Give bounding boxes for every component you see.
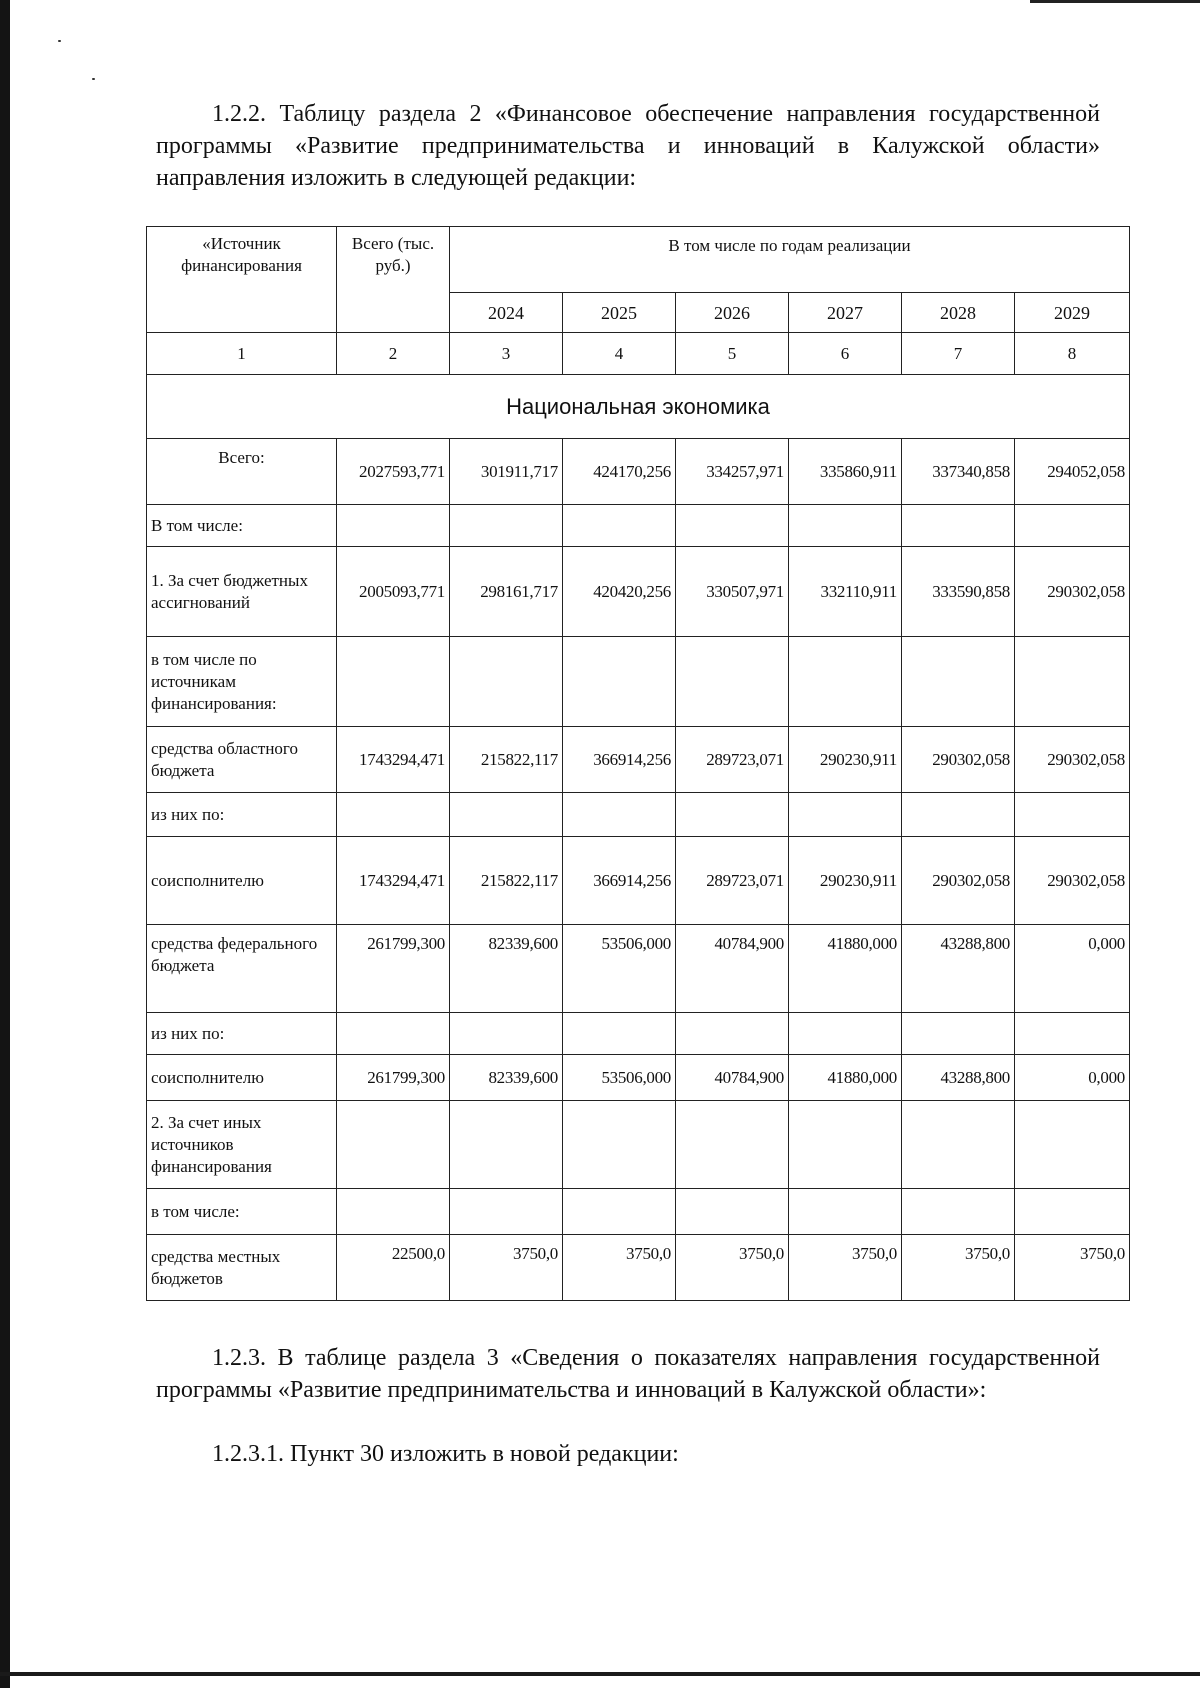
paragraph-text: таблице раздела 3 «Сведения о показателях направления государственной программы «Развитие предпринимательства и инноваций в Калужской области»: bbox=[156, 1345, 1101, 1403]
row-label: средства местных бюджетов bbox=[147, 1235, 337, 1301]
value-cell bbox=[789, 505, 902, 547]
value-cell: 41880,000 bbox=[789, 925, 902, 1013]
table-row bbox=[147, 1189, 1130, 1235]
value-cell: 41880,000 bbox=[789, 1055, 902, 1101]
value-cell: 22500,0 bbox=[337, 1235, 450, 1301]
value-cell bbox=[563, 1101, 676, 1189]
paragraph-1-2-2 bbox=[156, 98, 1100, 194]
value-cell bbox=[676, 1013, 789, 1055]
value-cell: 215822,117 bbox=[450, 727, 563, 793]
scan-left-border bbox=[0, 0, 10, 1688]
row-label: 2. За счет иных источников финансирования bbox=[147, 1101, 337, 1189]
value-cell: 3750,0 bbox=[789, 1235, 902, 1301]
value-cell: 215822,117 bbox=[450, 837, 563, 925]
value-cell: 337340,858 bbox=[902, 439, 1015, 505]
value-cell bbox=[789, 1013, 902, 1055]
value-cell bbox=[1015, 1013, 1130, 1055]
paragraph-1-2-3-1: 1.2.3.1. Пункт 30 изложить в новой редакции: bbox=[212, 1441, 679, 1467]
value-cell: 290302,058 bbox=[1015, 727, 1130, 793]
scan-speck bbox=[58, 40, 61, 42]
value-cell bbox=[450, 1013, 563, 1055]
value-cell: 3750,0 bbox=[450, 1235, 563, 1301]
value-cell bbox=[676, 505, 789, 547]
value-cell: 82339,600 bbox=[450, 925, 563, 1013]
value-cell: 53506,000 bbox=[563, 925, 676, 1013]
scan-speck bbox=[92, 78, 95, 80]
row-label: средства областного бюджета bbox=[147, 727, 337, 793]
value-cell: 82339,600 bbox=[450, 1055, 563, 1101]
column-number: 4 bbox=[563, 333, 676, 375]
paragraph-number: 1.2.3. В bbox=[212, 1345, 294, 1371]
paragraph-1-2-3 bbox=[156, 1342, 1100, 1406]
value-cell bbox=[789, 1189, 902, 1235]
value-cell bbox=[563, 1189, 676, 1235]
value-cell: 43288,800 bbox=[902, 1055, 1015, 1101]
value-cell bbox=[1015, 1101, 1130, 1189]
financing-table bbox=[146, 226, 1130, 1301]
value-cell bbox=[337, 1013, 450, 1055]
value-cell: 332110,911 bbox=[789, 547, 902, 637]
value-cell bbox=[1015, 505, 1130, 547]
value-cell: 298161,717 bbox=[450, 547, 563, 637]
value-cell bbox=[902, 637, 1015, 727]
year-cell: 2028 bbox=[902, 293, 1015, 333]
value-cell: 53506,000 bbox=[563, 1055, 676, 1101]
value-cell: 335860,911 bbox=[789, 439, 902, 505]
value-cell: 290302,058 bbox=[1015, 837, 1130, 925]
value-cell: 294052,058 bbox=[1015, 439, 1130, 505]
value-cell bbox=[676, 1101, 789, 1189]
value-cell: 1743294,471 bbox=[337, 727, 450, 793]
value-cell bbox=[676, 637, 789, 727]
table-row bbox=[147, 1235, 1130, 1301]
column-number-row bbox=[147, 333, 1130, 375]
value-cell bbox=[450, 1101, 563, 1189]
table-row bbox=[147, 793, 1130, 837]
header-source: «Источник финансирования bbox=[147, 227, 337, 333]
value-cell bbox=[1015, 1189, 1130, 1235]
row-label: соисполнителю bbox=[147, 1055, 337, 1101]
value-cell: 290302,058 bbox=[1015, 547, 1130, 637]
value-cell bbox=[902, 1189, 1015, 1235]
value-cell: 333590,858 bbox=[902, 547, 1015, 637]
value-cell bbox=[450, 1189, 563, 1235]
value-cell bbox=[337, 505, 450, 547]
value-cell bbox=[789, 1101, 902, 1189]
row-label: из них по: bbox=[147, 1013, 337, 1055]
value-cell bbox=[676, 1189, 789, 1235]
value-cell: 40784,900 bbox=[676, 925, 789, 1013]
header-years-caption: В том числе по годам реализации bbox=[450, 227, 1130, 293]
row-label: в том числе: bbox=[147, 1189, 337, 1235]
table-row bbox=[147, 925, 1130, 1013]
value-cell bbox=[1015, 793, 1130, 837]
column-number: 1 bbox=[147, 333, 337, 375]
value-cell: 3750,0 bbox=[676, 1235, 789, 1301]
table-row bbox=[147, 1101, 1130, 1189]
value-cell bbox=[1015, 637, 1130, 727]
value-cell: 0,000 bbox=[1015, 1055, 1130, 1101]
value-cell: 3750,0 bbox=[563, 1235, 676, 1301]
value-cell: 3750,0 bbox=[1015, 1235, 1130, 1301]
value-cell: 366914,256 bbox=[563, 727, 676, 793]
year-cell: 2027 bbox=[789, 293, 902, 333]
row-label: соисполнителю bbox=[147, 837, 337, 925]
value-cell bbox=[902, 1101, 1015, 1189]
value-cell bbox=[902, 1013, 1015, 1055]
value-cell: 289723,071 bbox=[676, 837, 789, 925]
paragraph-number: 1.2.2. bbox=[212, 101, 266, 127]
year-cell: 2024 bbox=[450, 293, 563, 333]
value-cell: 3750,0 bbox=[902, 1235, 1015, 1301]
value-cell: 301911,717 bbox=[450, 439, 563, 505]
scan-top-mark bbox=[1030, 0, 1200, 3]
value-cell bbox=[789, 793, 902, 837]
table-row bbox=[147, 727, 1130, 793]
table-row bbox=[147, 547, 1130, 637]
row-label: из них по: bbox=[147, 793, 337, 837]
value-cell: 366914,256 bbox=[563, 837, 676, 925]
value-cell: 289723,071 bbox=[676, 727, 789, 793]
value-cell bbox=[563, 793, 676, 837]
table-row bbox=[147, 1013, 1130, 1055]
column-number: 5 bbox=[676, 333, 789, 375]
value-cell bbox=[450, 793, 563, 837]
value-cell bbox=[450, 505, 563, 547]
column-number: 2 bbox=[337, 333, 450, 375]
row-label: в том числе по источникам финансирования: bbox=[147, 637, 337, 727]
section-title-row bbox=[147, 375, 1130, 439]
paragraph-text: Таблицу раздела 2 «Финансовое обеспечение направления государственной программы «Развитие предпринимательства и инноваций в Калужской области» направления изложить в следующей редакции: bbox=[156, 101, 1100, 191]
year-cell: 2026 bbox=[676, 293, 789, 333]
table-row bbox=[147, 1055, 1130, 1101]
row-label: Всего: bbox=[147, 439, 337, 505]
table-header-row bbox=[147, 227, 1130, 293]
value-cell bbox=[676, 793, 789, 837]
row-label: 1. За счет бюджетных ассигнований bbox=[147, 547, 337, 637]
value-cell: 40784,900 bbox=[676, 1055, 789, 1101]
year-cell: 2029 bbox=[1015, 293, 1130, 333]
value-cell bbox=[563, 1013, 676, 1055]
value-cell: 330507,971 bbox=[676, 547, 789, 637]
value-cell: 2005093,771 bbox=[337, 547, 450, 637]
header-total: Всего (тыс. руб.) bbox=[337, 227, 450, 333]
value-cell bbox=[789, 637, 902, 727]
row-label: средства федерального бюджета bbox=[147, 925, 337, 1013]
value-cell bbox=[902, 505, 1015, 547]
table-row bbox=[147, 439, 1130, 505]
value-cell: 1743294,471 bbox=[337, 837, 450, 925]
table-row bbox=[147, 837, 1130, 925]
value-cell: 290230,911 bbox=[789, 727, 902, 793]
value-cell bbox=[337, 1101, 450, 1189]
value-cell bbox=[563, 505, 676, 547]
value-cell: 43288,800 bbox=[902, 925, 1015, 1013]
section-title: Национальная экономика bbox=[147, 375, 1130, 439]
value-cell: 2027593,771 bbox=[337, 439, 450, 505]
year-cell: 2025 bbox=[563, 293, 676, 333]
value-cell bbox=[337, 1189, 450, 1235]
value-cell: 420420,256 bbox=[563, 547, 676, 637]
value-cell bbox=[337, 793, 450, 837]
value-cell bbox=[563, 637, 676, 727]
value-cell bbox=[902, 793, 1015, 837]
table-row bbox=[147, 505, 1130, 547]
scan-bottom-border bbox=[0, 1672, 1200, 1676]
value-cell: 290302,058 bbox=[902, 837, 1015, 925]
value-cell: 290302,058 bbox=[902, 727, 1015, 793]
value-cell: 261799,300 bbox=[337, 1055, 450, 1101]
value-cell: 261799,300 bbox=[337, 925, 450, 1013]
value-cell bbox=[337, 637, 450, 727]
value-cell bbox=[450, 637, 563, 727]
value-cell: 334257,971 bbox=[676, 439, 789, 505]
value-cell: 290230,911 bbox=[789, 837, 902, 925]
value-cell: 424170,256 bbox=[563, 439, 676, 505]
column-number: 7 bbox=[902, 333, 1015, 375]
column-number: 6 bbox=[789, 333, 902, 375]
row-label: В том числе: bbox=[147, 505, 337, 547]
table-row bbox=[147, 637, 1130, 727]
value-cell: 0,000 bbox=[1015, 925, 1130, 1013]
column-number: 8 bbox=[1015, 333, 1130, 375]
column-number: 3 bbox=[450, 333, 563, 375]
